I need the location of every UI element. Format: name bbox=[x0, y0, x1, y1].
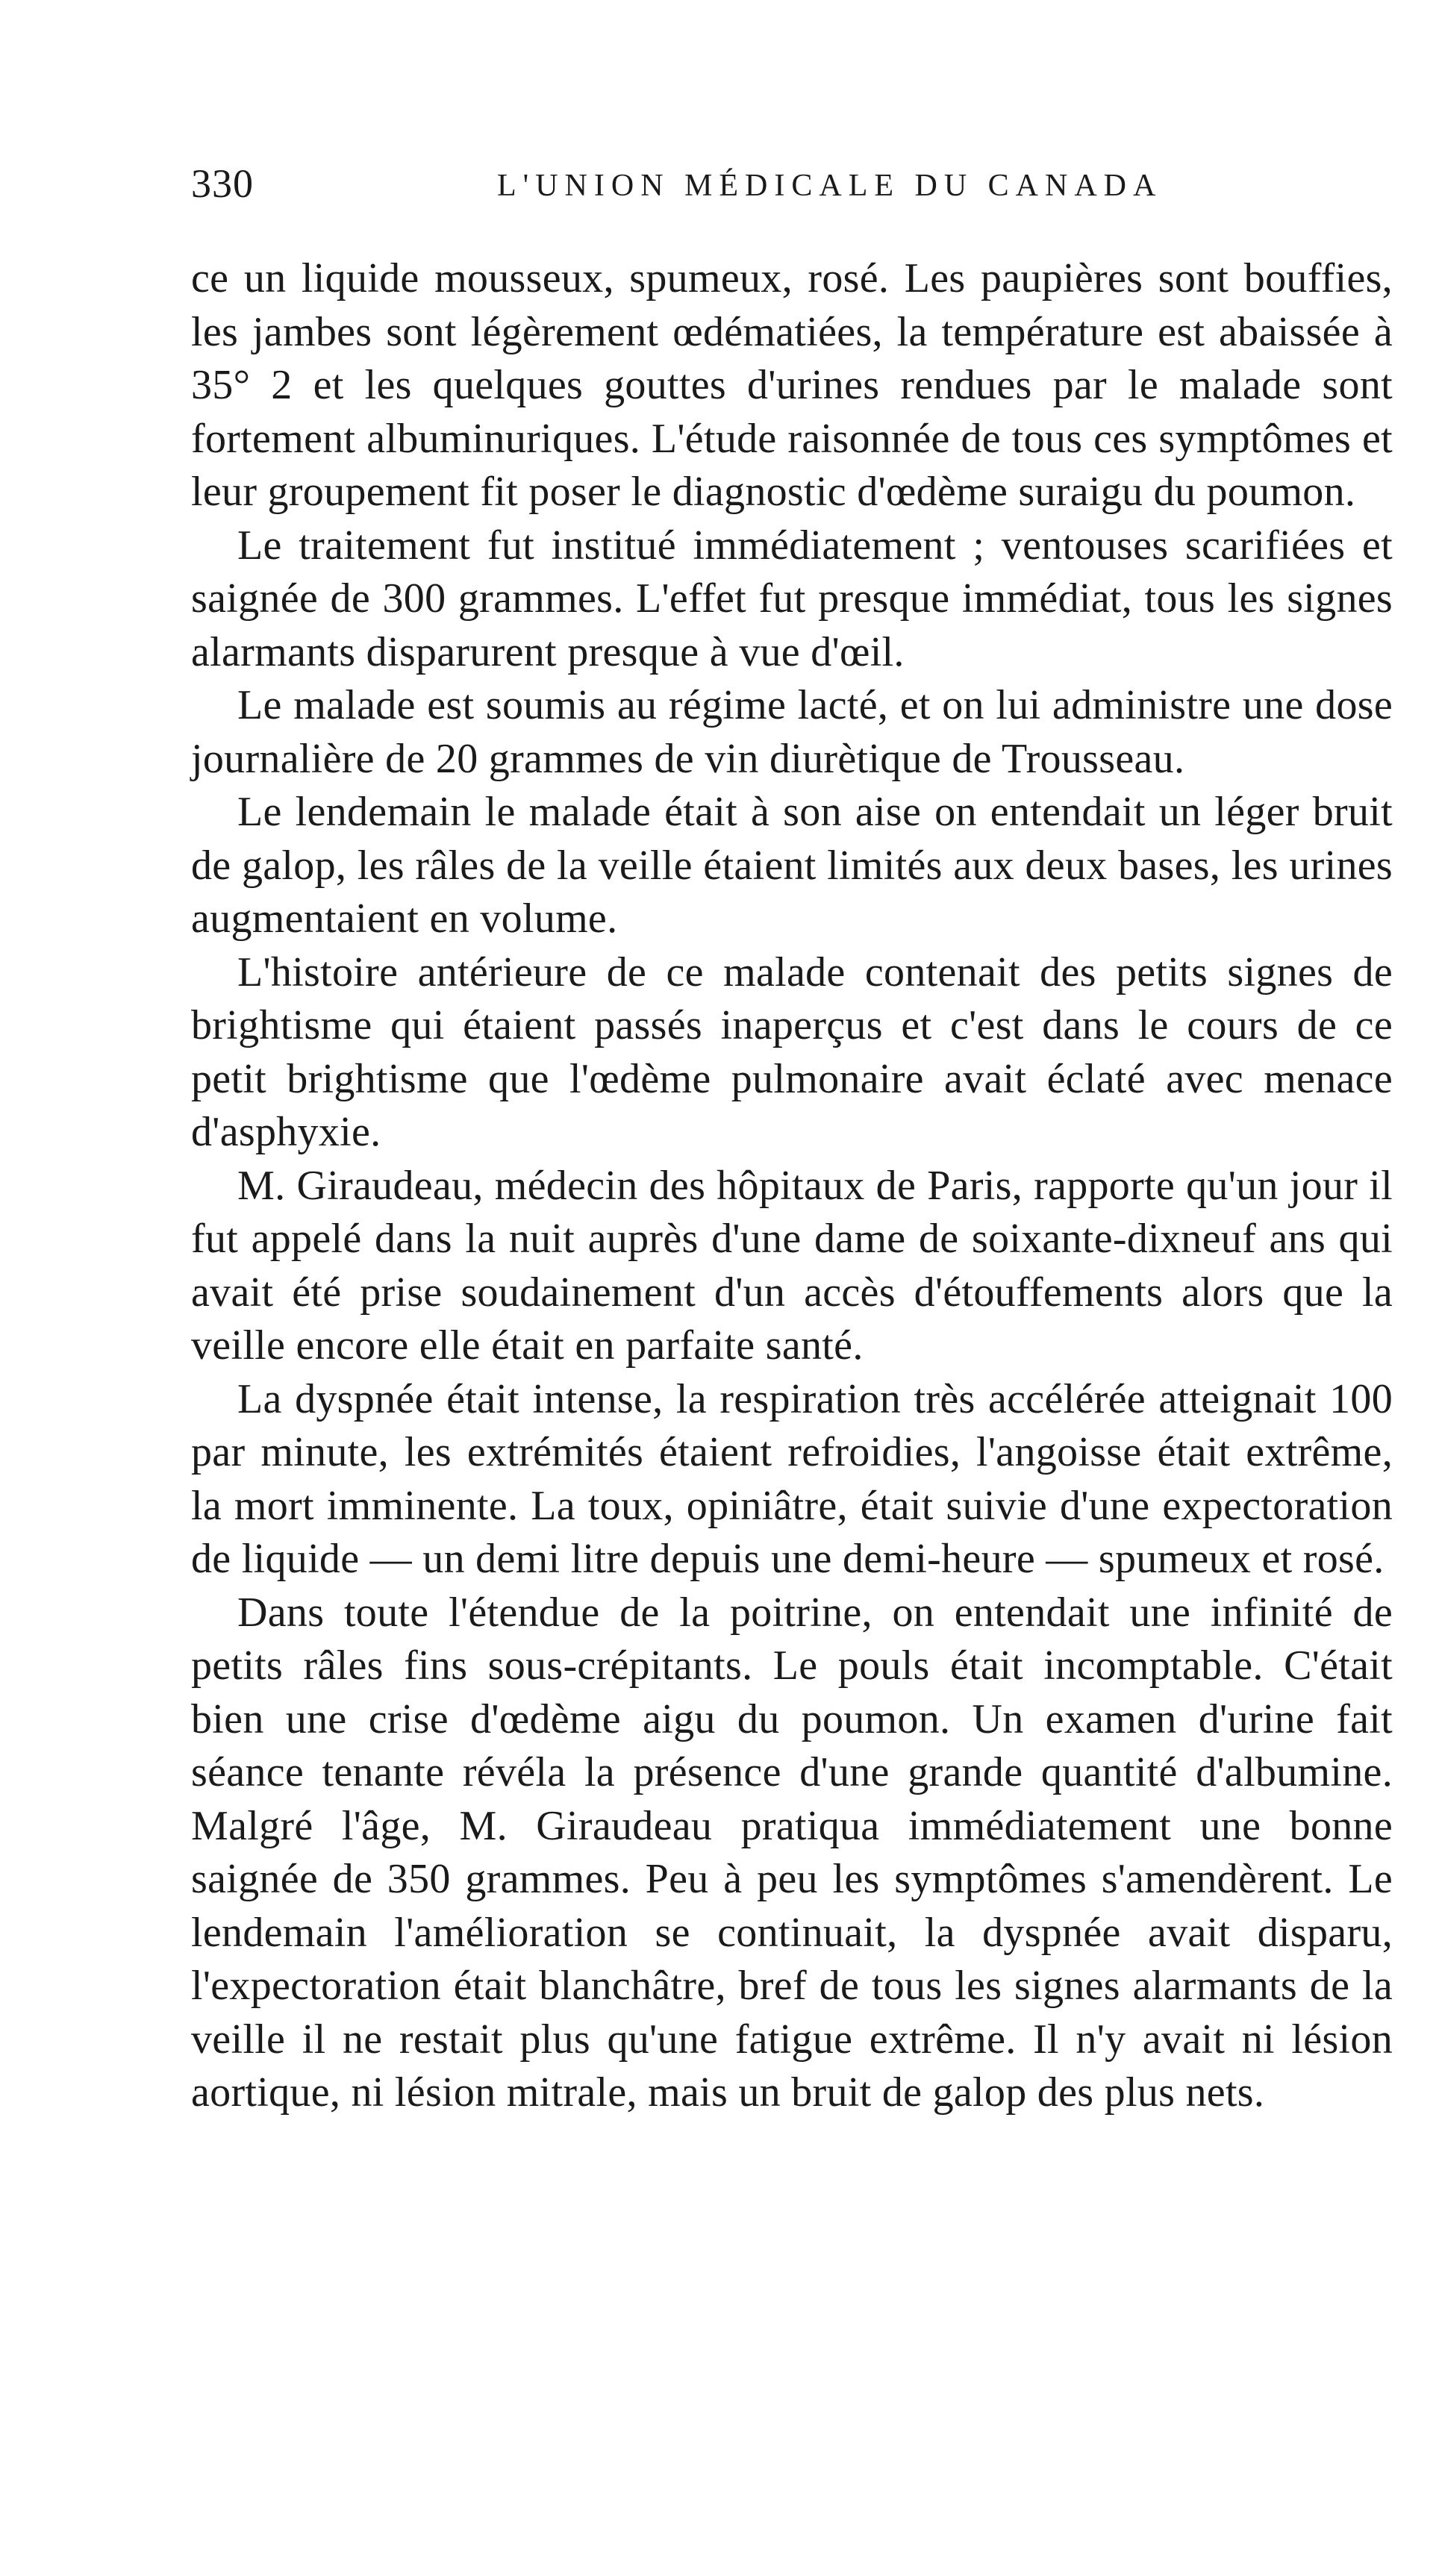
paragraph-3: Le malade est soumis au régime lacté, et on lui administre une dose journalière de 20 grammes de vin diurètique de Trousseau. bbox=[191, 682, 1393, 782]
paragraph-1: ce un liquide mousseux, spumeux, rosé. Les paupières sont bouffies, les jambes sont légèrement œdématiées, la température est abaissée à 35° 2 et les quelques gouttes d'urines rendues par le malade sont fortement albuminuriques. L'étude raisonnée de tous ces symptômes et leur groupement fit poser le diagnostic d'œdème suraigu du poumon. bbox=[191, 255, 1393, 515]
paragraph-8: Dans toute l'étendue de la poitrine, on entendait une infinité de petits râles fins sous-crépitants. Le pouls était incomptable. C'était bien une crise d'œdème aigu du poumon. Un examen d'urine fait séance tenante révéla la présence d'une grande quantité d'albumine. Malgré l'âge, M. Giraudeau pratiqua immédiatement une bonne saignée de 350 grammes. Peu à peu les symptômes s'amendèrent. Le lendemain l'amélioration se continuait, la dyspnée avait disparu, l'expectoration était blanchâtre, bref de tous les signes alarmants de la veille il ne restait plus qu'une fatigue extrême. Il n'y avait ni lésion aortique, ni lésion mitrale, mais un bruit de galop des plus nets. bbox=[191, 1589, 1393, 2116]
paragraph-6: M. Giraudeau, médecin des hôpitaux de Paris, rapporte qu'un jour il fut appelé dans la nuit auprès d'une dame de soixante-dixneuf ans qui avait été prise soudainement d'un accès d'étouffements alors que la veille encore elle était en parfaite santé. bbox=[191, 1162, 1393, 1369]
paragraph-7: La dyspnée était intense, la respiration très accélérée atteignait 100 par minute, les extrémités étaient refroidies, l'angoisse était extrême, la mort imminente. La toux, opiniâtre, était suivie d'une expectoration de liquide — un demi litre depuis une demi-heure — spumeux et rosé. bbox=[191, 1375, 1393, 1582]
page-header bbox=[191, 160, 1400, 228]
paragraph-4: Le lendemain le malade était à son aise on entendait un léger bruit de galop, les râles de la veille étaient limités aux deux bases, les urines augmentaient en volume. bbox=[191, 789, 1393, 942]
page-number: 330 bbox=[191, 161, 254, 206]
body-text bbox=[191, 252, 1393, 2120]
paragraph-5: L'histoire antérieure de ce malade contenait des petits signes de brightisme qui étaient passés inaperçus et c'est dans le cours de ce petit brightisme que l'œdème pulmonaire avait éclaté avec menace d'asphyxie. bbox=[191, 948, 1393, 1155]
running-title: L'UNION MÉDICALE DU CANADA bbox=[497, 169, 1163, 203]
paragraph-2: Le traitement fut institué immédiatement ; ventouses scarifiées et saignée de 300 grammes. L'effet fut presque immédiat, tous les signes alarmants disparurent presque à vue d'œil. bbox=[191, 522, 1393, 675]
